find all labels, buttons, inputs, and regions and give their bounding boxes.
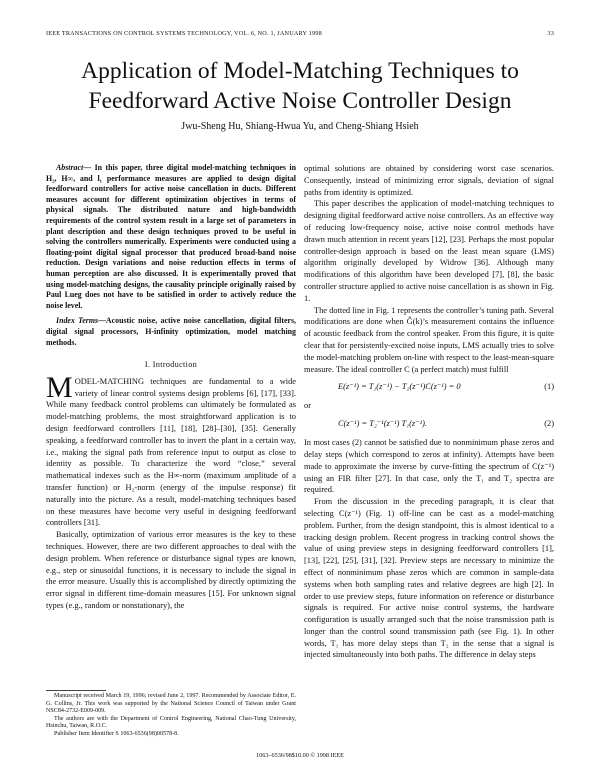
- right-paragraph-2: This paper describes the application of model-matching techniques to designing digital feedforward active noise controllers. As an effective way of reducing low-frequency noise, active noise control methods have drawn much attention in recent years [12], [23]. Perhaps the most popular controller-design approach is based on the least mean square (LMS) algorithm originally developed by Widrow [36]. Although many modifications of this algorithm have been developed [7], [8], the basic controller structure applied to active noise cancellation is as shown in Fig. 1.: [304, 199, 554, 303]
- footnote-affiliation: The authors are with the Department of Control Engineering, National Chao-Tung University, Hsinchu, Taiwan, R.O.C.: [46, 715, 296, 730]
- right-paragraph-4: In most cases (2) cannot be satisfied due to nonminimum phase zeros and delay steps (which correspond to zeros at infinity). Attempts have been made to approximate the inverse by curve-fitting the spectrum of C(z⁻¹) using an FIR filter [27]. In that case, only the T₁ and T₂ spectra are required.: [304, 438, 554, 495]
- right-paragraph-5: From the discussion in the preceding paragraph, it is clear that selecting C(z⁻¹) (Fig. 1) off-line can be cast as a model-matching problem. Further, from the design standpoint, this is almost identical to a tracking design problem. Recent progress in tracking control shows the value of using preview steps in designing feedforward controllers [1], [13], [22], [25], [31], [32]. Preview steps are necessary to minimize the effect of nonminimum phase zeros which are common in sample-data systems when both sampling rates and relative degrees are high [2]. In order to use preview steps, future information on reference or disturbance signals is required. For active noise control systems, the hardware configuration is usually arranged such that the noise transmission path is longer than the control sound transmission path (see Fig. 1). In other words, T₁ has more delay steps than T₂ in the sense that a signal is injected simultaneously into both paths. The difference in delay steps: [304, 497, 554, 660]
- index-terms-text: —Acoustic noise, active noise cancellation, digital filters, digital signal processors, H-infinity optimization, model matching methods.: [46, 316, 296, 347]
- drop-cap: M: [46, 370, 73, 404]
- section-heading: I. Introduction: [144, 360, 198, 370]
- paper-title: [30, 56, 570, 116]
- footnote-manuscript: Manuscript received March 19, 1996; revised June 2, 1997. Recommended by Associate Editor, E. G. Collins, Jr. This work was supported by the National Science Council of Taiwan under Grant NSC84-2732-E009-009.: [46, 693, 296, 715]
- index-terms: [46, 316, 296, 348]
- equation-1: [304, 379, 554, 396]
- abstract: [46, 163, 296, 311]
- right-column: [304, 163, 554, 661]
- equation-1-expression: E(z⁻¹) = T₁(z⁻¹) − T₂(z⁻¹)C(z⁻¹) = 0: [338, 382, 461, 392]
- running-header: [46, 30, 554, 40]
- abstract-text: — In this paper, three digital model-matching techniques in H₂, H∞, and l₁ performance measures are applied to design digital feedforward controllers for active noise cancellation in ducts. Different measures account for different optimization objectives in terms of physical signals. The distributed nature and high-bandwidth requirements of the control system result in a large set of parameters in plant description and these design techniques proved to be useful in solving the controllers numerically. Experiments were conducted using a floating-point digital signal processor that produced broad-band noise reduction. Design variations and noise reduction effects in terms of human perception are also discussed. It is experimentally proved that using model-matching designs, the causality principle originally raised by Paul Lueg does not have to be satisfied in order to actively reduce the noise level.: [46, 163, 296, 310]
- intro-paragraph-2: Basically, optimization of various error measures is the key to these techniques. However, there are two different approaches to deal with the design problem. When reference or disturbance signal types are known, e.g., step or sinusoidal functions, it is necessary to include the signal in the error measure. Usually this is accomplished by directly optimizing the error signal in different time-domain measures [15]. For unknown signal types (e.g., random or nonstationary), the: [46, 530, 296, 611]
- or-connector: or: [304, 401, 311, 411]
- right-paragraph-3: The dotted line in Fig. 1 represents the controller’s tuning path. Several modifications are done when Ĝ(k)’s measurement contains the influence of acoustic feedback from the control speaker. From this figure, it is quite clear that for persistently-excited noise inputs, LMS actually tries to solve the model-matching problem on-line with respect to the least-mean-square measure. The ideal controller C (a perfect match) must fulfill: [304, 305, 554, 374]
- footnote-divider: [46, 690, 106, 691]
- author-list: Jwu-Sheng Hu, Shiang-Hwua Yu, and Cheng-Shiang Hsieh: [181, 121, 419, 132]
- journal-citation: IEEE TRANSACTIONS ON CONTROL SYSTEMS TECHNOLOGY, VOL. 6, NO. 1, JANUARY 1998: [46, 30, 322, 37]
- title-line: Feedforward Active Noise Controller Design: [88, 88, 512, 114]
- index-terms-lead: Index Terms: [56, 316, 99, 326]
- right-paragraph-1: optimal solutions are obtained by considering worst case scenarios. Consequently, instead of minimizing error signals, deviation of signal paths from identity is optimized.: [304, 164, 554, 197]
- title-line: Application of Model-Matching Techniques to: [81, 58, 519, 84]
- page-number: 33: [547, 30, 554, 37]
- first-page-footnote: [46, 690, 296, 739]
- equation-2-expression: C(z⁻¹) = T₂⁻¹(z⁻¹) T₁(z⁻¹).: [338, 419, 427, 429]
- equation-2: [304, 416, 554, 433]
- copyright-line: 1063–6536/98$10.00 © 1998 IEEE: [256, 752, 344, 759]
- left-column: [46, 163, 296, 612]
- equation-2-number: (2): [544, 419, 554, 429]
- intro-paragraph-1: [46, 370, 296, 529]
- equation-1-number: (1): [544, 382, 554, 392]
- footnote-identifier: Publisher Item Identifier S 1063-6536(98)00578-8.: [54, 730, 179, 737]
- abstract-lead: Abstract: [56, 163, 84, 172]
- intro-paragraph-1-text: ODEL-MATCHING techniques are fundamental to a wide variety of linear control systems design problems [6], [17], [33]. While many feedback control problems can ultimately be formulated as model-matching problems, the most straightforward application is to design feedforward controllers [11], [18], [28]–[30], [35]. Generally speaking, a feedforward controller has to invert the plant in a certain way, i.e., making the signal path from reference input to output as close to identity as possible. To characterize the word “close,” several mathematical indexes such as the H∞-norm (maximum amplitude of a transfer function) or H₂-norm (energy of the impulse response) fit naturally into the picture. As a result, model-matching techniques based on these measures have become very useful in designing feedforward controllers [31].: [46, 376, 296, 528]
